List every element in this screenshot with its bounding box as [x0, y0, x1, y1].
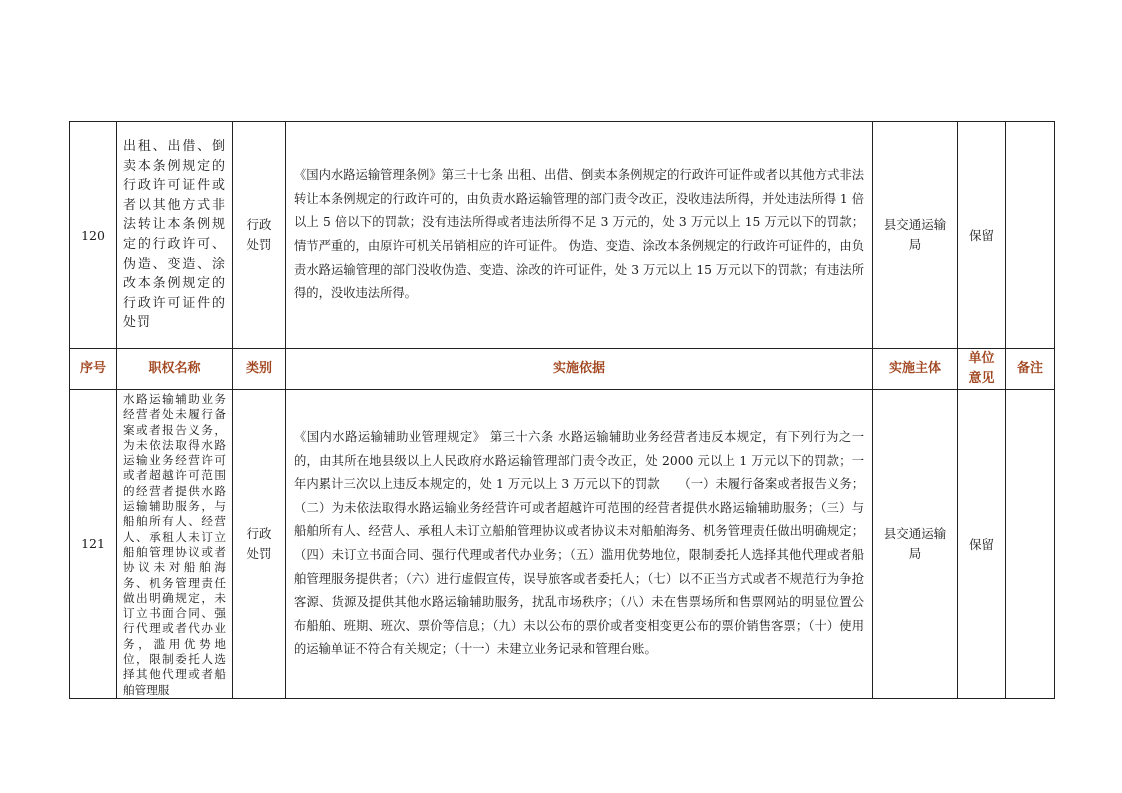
authority-type: 行政处罚 — [233, 390, 286, 699]
header-subject: 实施主体 — [873, 349, 958, 390]
header-basis: 实施依据 — [286, 349, 873, 390]
legal-basis: 《国内水路运输辅助业管理规定》 第三十六条 水路运输辅助业务经营者违反本规定，有下列行为之一的，由其所在地县级以上人民政府水路运输管理部门责令改正，处 2000 元以上 1 万元以下的罚款；一年内累计三次以上违反本规定的，处 1 万元以上 3 万元以下的罚款 （一）未履行备案或者报告义务；（二）为未依法取得水路运输业务经营许可或者超越许可范围的经营者提供水路运输辅助服务；（三）与船舶所有人、经营人、承租人未订立船舶管理协议或者协议未对船舶海务、机务管理责任做出明确规定；（四）未订立书面合同、强行代理或者代办业务；（五）滥用优势地位，限制委托人选择其他代理或者船舶管理服务提供者；（六）进行虚假宣传，误导旅客或者委托人；（七）以不正当方式或者不规范行为争抢客源、货源及提供其他水路运输辅助服务，扰乱市场秩序；（八）未在售票场所和售票网站的明显位置公布船舶、班期、班次、票价等信息；（九）未以公布的票价或者变相变更公布的票价销售客票；（十）使用的运输单证不符合有关规定；（十一）未建立业务记录和管理台账。 — [286, 390, 873, 699]
authority-type: 行政处罚 — [233, 122, 286, 349]
row-number: 121 — [70, 390, 117, 699]
unit-opinion: 保留 — [958, 122, 1006, 349]
authority-name: 水路运输辅助业务经营者处未履行备案或者报告义务，为未依法取得水路运输业务经营许可或者超越许可范围的经营者提供水路运输辅助服务，与船舶所有人、经营人、承租人未订立船舶管理协议或者协议未对船舶海务、机务管理责任做出明确规定，未订立书面合同、强行代理或者代办业务，滥用优势地位，限制委托人选择其他代理或者船舶管理服 — [117, 390, 233, 699]
table-row — [70, 390, 1055, 699]
header-remark: 备注 — [1006, 349, 1055, 390]
legal-basis: 《国内水路运输管理条例》第三十七条 出租、出借、倒卖本条例规定的行政许可证件或者以其他方式非法转让本条例规定的行政许可的，由负责水路运输管理的部门责令改正，没收违法所得，并处违法所得 1 倍以上 5 倍以下的罚款；没有违法所得或者违法所得不足 3 万元的，处 3 万元以上 15 万元以下的罚款；情节严重的，由原许可机关吊销相应的许可证件。 伪造、变造、涂改本条例规定的行政许可证件的，由负责水路运输管理的部门没收伪造、变造、涂改的许可证件，处 3 万元以上 15 万元以下的罚款；有违法所得的，没收违法所得。 — [286, 122, 873, 349]
table-row — [70, 122, 1055, 349]
remark — [1006, 122, 1055, 349]
authority-table — [69, 121, 1055, 699]
row-number: 120 — [70, 122, 117, 349]
unit-opinion: 保留 — [958, 390, 1006, 699]
authority-name: 出租、出借、倒卖本条例规定的行政许可证件或者以其他方式非法转让本条例规定的行政许可、伪造、变造、涂改本条例规定的行政许可证件的处罚 — [117, 122, 233, 349]
header-no: 序号 — [70, 349, 117, 390]
header-type: 类别 — [233, 349, 286, 390]
implementing-subject: 县交通运输局 — [873, 122, 958, 349]
header-opinion: 单位意见 — [958, 349, 1006, 390]
table-header-row — [70, 349, 1055, 390]
header-name: 职权名称 — [117, 349, 233, 390]
remark — [1006, 390, 1055, 699]
implementing-subject: 县交通运输局 — [873, 390, 958, 699]
